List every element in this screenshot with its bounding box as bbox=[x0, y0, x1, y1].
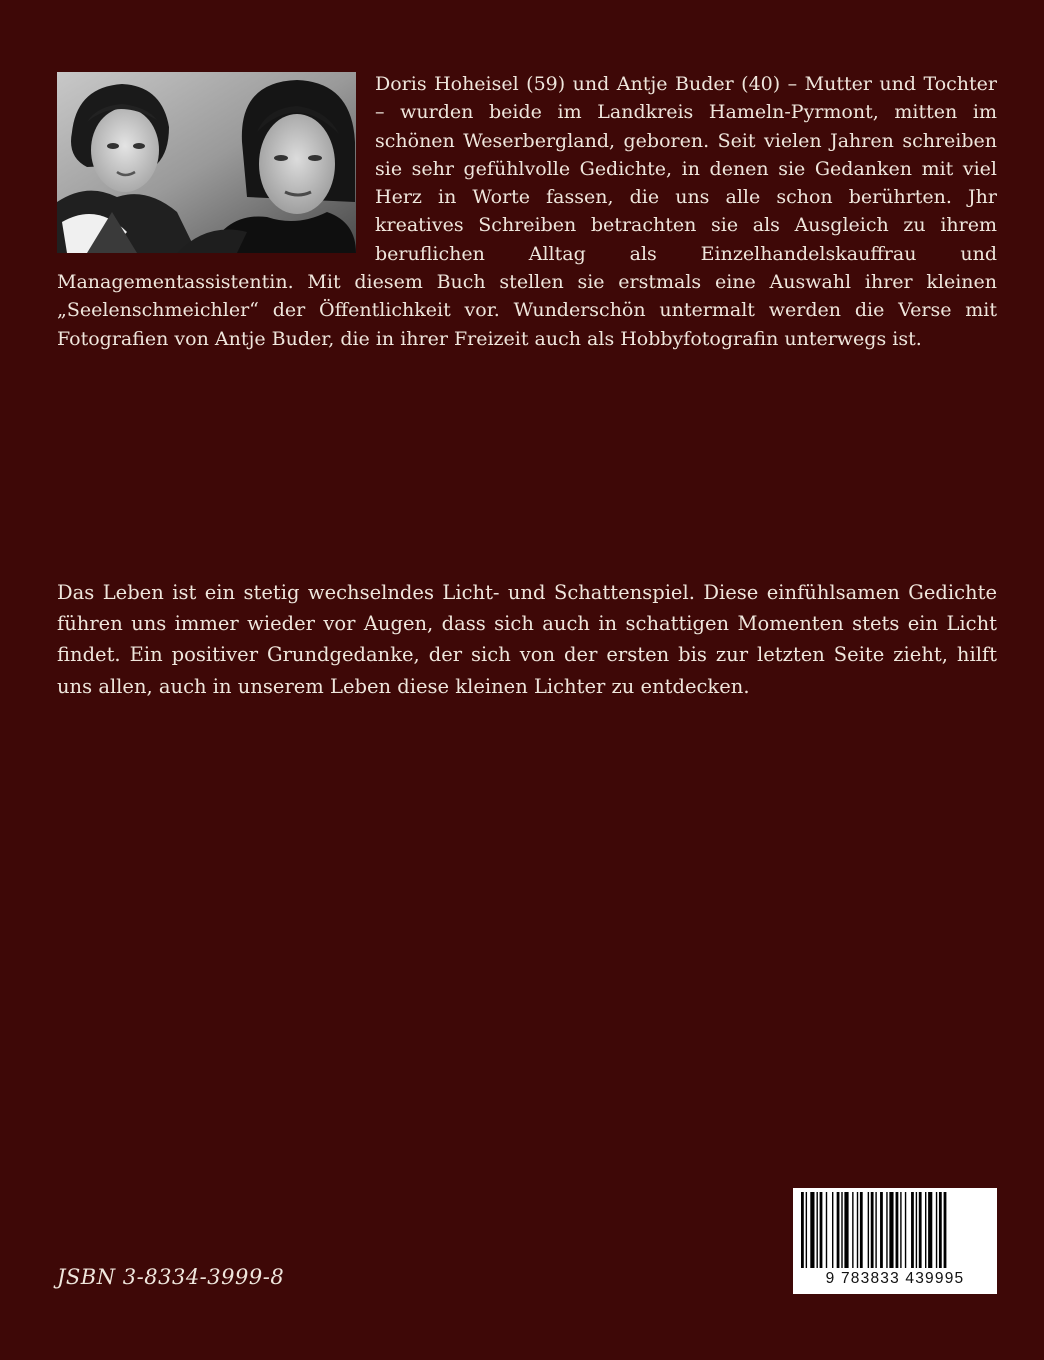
isbn-label: JSBN 3-8334-3999-8 bbox=[57, 1265, 285, 1289]
author-bio-text: Doris Hoheisel (59) und Antje Buder (40) – Mutter und Tochter – wurden beide im Landkreis Hameln-Pyrmont, mitten im schönen Weserbergland, geboren. Seit vielen Jahren schreiben sie sehr gefühlvolle Gedichte, in denen sie Gedanken mit viel Herz in Worte fassen, die uns alle schon berührten. Jhr kreatives Schreiben betrachten sie als Ausgleich zu ihrem beruflichen Alltag als Einzelhandelskauffrau und Managementassistentin. Mit diesem Buch stellen sie erstmals eine Auswahl ihrer kleinen „Seelenschmeichler“ der Öffentlichkeit vor. Wunderschön untermalt werden die Verse mit Fotografien von Antje Buder, die in ihrer Freizeit auch als Hobbyfotografin unterwegs ist. bbox=[57, 73, 997, 350]
book-blurb: Das Leben ist ein stetig wechselndes Licht- und Schattenspiel. Diese einfühlsamen Gedichte führen uns immer wieder vor Augen, dass sich auch in schattigen Momenten stets ein Licht findet. Ein positiver Grundgedanke, der sich von der ersten bis zur letzten Seite zieht, hilft uns allen, auch in unserem Leben diese kleinen Lichter zu entdecken. bbox=[57, 581, 997, 698]
photo-float-spacer bbox=[57, 70, 375, 256]
barcode-digits: 9 783833 439995 bbox=[825, 1270, 965, 1287]
barcode-bars bbox=[793, 1188, 997, 1268]
author-bio bbox=[57, 70, 997, 353]
isbn-barcode bbox=[793, 1188, 997, 1294]
